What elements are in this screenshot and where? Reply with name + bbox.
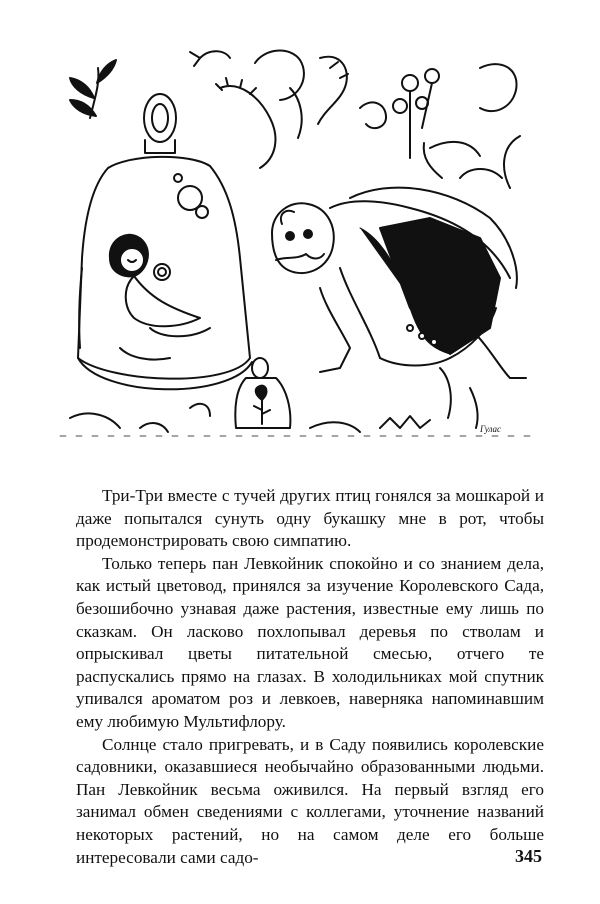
paragraph: Только теперь пан Левкойник спокойно и со знанием дела, как истый цветовод, принялся за изучение Королевского Сада, безошибочно узнавая даже растения, известные ему лишь по сказкам. Он ласково похлопывал деревья по стволам и опрыскивал цветы питательной смесью, отчего те распускались прямо на глазах. В холодильниках мой спутник упивался ароматом роз и левкоев, наверняка напоминавшим ему любимую Мультифлору. xyxy=(76,553,544,731)
ground-plants-icon xyxy=(60,368,540,436)
artist-signature: Гулас xyxy=(480,424,502,434)
leaf-sprig-icon xyxy=(70,60,116,118)
illustration xyxy=(50,28,550,452)
illustration-drawing xyxy=(50,28,550,452)
flower-vine-icon xyxy=(190,51,520,188)
gentleman-figure-icon xyxy=(272,188,526,378)
body-text xyxy=(76,485,544,869)
page-number: 345 xyxy=(515,846,542,866)
paragraph: Три-Три вместе с тучей других птиц гонялся за мошкарой и даже попытался сунуть одну букашку мне в рот, чтобы продемонстрировать свою симпатию. xyxy=(76,486,544,551)
paragraph: Солнце стало пригревать, и в Саду появились королевские садовники, оказавшиеся необычайно образованными людьми. Пан Левкойник весьма оживился. На первый взгляд его занимал обмен сведениями с коллегами, уточнение названий некоторых растений, но на самом деле его больше интересовали сами садо- xyxy=(76,734,544,867)
bell-jar-icon xyxy=(78,94,252,389)
small-bell-jar-icon xyxy=(235,358,290,428)
